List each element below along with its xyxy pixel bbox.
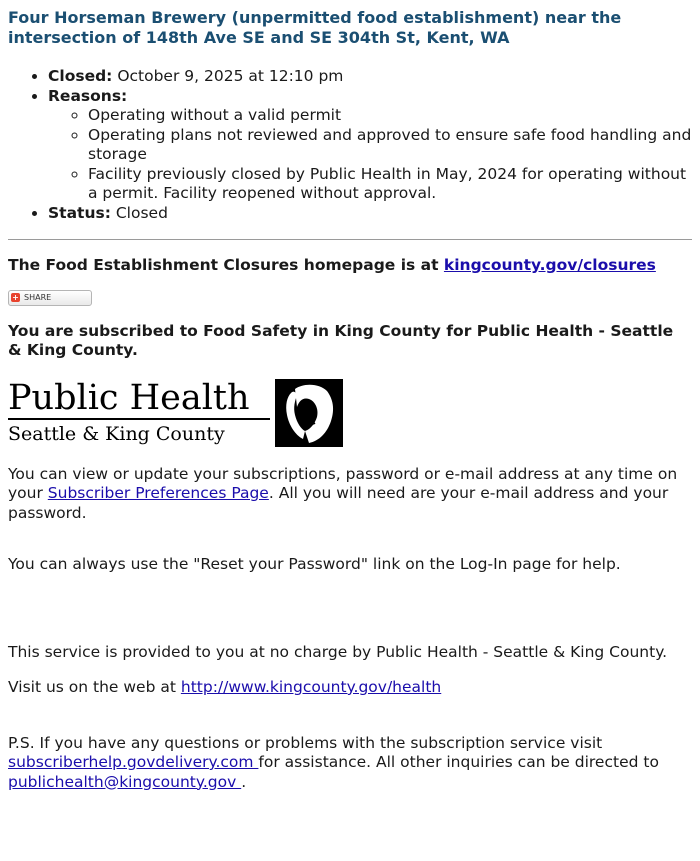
visit-text: Visit us on the web at xyxy=(8,678,181,696)
status-value: Closed xyxy=(115,203,168,222)
service-paragraph: This service is provided to you at no charge by Public Health - Seattle & King County. xyxy=(8,642,668,661)
plus-icon: + xyxy=(12,293,19,302)
reasons-label: Reasons: xyxy=(48,86,128,105)
closures-homepage-link[interactable]: kingcounty.gov/closures xyxy=(443,256,656,274)
reason-item: ◦ Facility previously closed by Public Health in May, 2024 for operating without a permit. Facility reopened without approval. xyxy=(88,165,692,204)
homepage-line xyxy=(8,256,692,276)
status-label: Status: xyxy=(48,203,111,222)
prefs-text-after: . All you will need are your e-mail address and your password. xyxy=(8,484,669,522)
visit-paragraph xyxy=(8,678,692,698)
publichealth-email-link[interactable]: publichealth@kingcounty.gov xyxy=(8,772,242,791)
homepage-text: The Food Establishment Closures homepage is at xyxy=(8,256,444,274)
ps-paragraph xyxy=(8,734,692,793)
share-label: SHARE xyxy=(24,292,52,302)
closed-item xyxy=(48,67,692,87)
kingcounty-health-link[interactable]: http://www.kingcounty.gov/health xyxy=(180,678,442,696)
prefs-text-before: You can view or update your subscriptions, password or e-mail address at any time on your xyxy=(8,464,678,502)
reason-item: ◦ Operating plans not reviewed and approved to ensure safe food handling and storage xyxy=(88,126,692,165)
subscriberhelp-link[interactable]: subscriberhelp.govdelivery.com xyxy=(8,753,259,771)
reasons-item xyxy=(48,87,692,204)
preferences-paragraph xyxy=(8,465,692,524)
reason-item: ◦ Operating without a valid permit xyxy=(88,106,692,126)
reset-password-paragraph: You can always use the "Reset your Password" link on the Log-In page for help. xyxy=(8,555,621,573)
closed-label: Closed: xyxy=(48,67,113,85)
ps-text-middle: for assistance. All other inquiries can be directed to xyxy=(258,753,659,771)
logo-rule xyxy=(8,418,270,420)
mlk-portrait-icon xyxy=(275,379,343,447)
closure-details-list xyxy=(8,67,692,223)
divider xyxy=(8,239,692,240)
logo-wordmark xyxy=(8,379,270,445)
share-button[interactable] xyxy=(8,290,92,306)
ps-text-after: . xyxy=(241,772,247,791)
subscription-notice: You are subscribed to Food Safety in King County for Public Health - Seattle & King County. xyxy=(8,321,674,359)
public-health-logo xyxy=(8,379,692,449)
ps-text-before: P.S. If you have any questions or problems with the subscription service visit xyxy=(8,733,603,752)
reasons-list xyxy=(48,106,692,204)
subscriber-preferences-link[interactable]: Subscriber Preferences Page xyxy=(47,484,269,502)
closed-value: October 9, 2025 at 12:10 pm xyxy=(117,67,344,85)
status-item xyxy=(48,204,692,224)
logo-line2: Seattle & King County xyxy=(8,422,225,445)
logo-line1: Public Health xyxy=(8,377,250,418)
notice-title: Four Horseman Brewery (unpermitted food establishment) near the intersection of 148th Ave SE and SE 304th St, Kent, WA xyxy=(8,8,622,47)
